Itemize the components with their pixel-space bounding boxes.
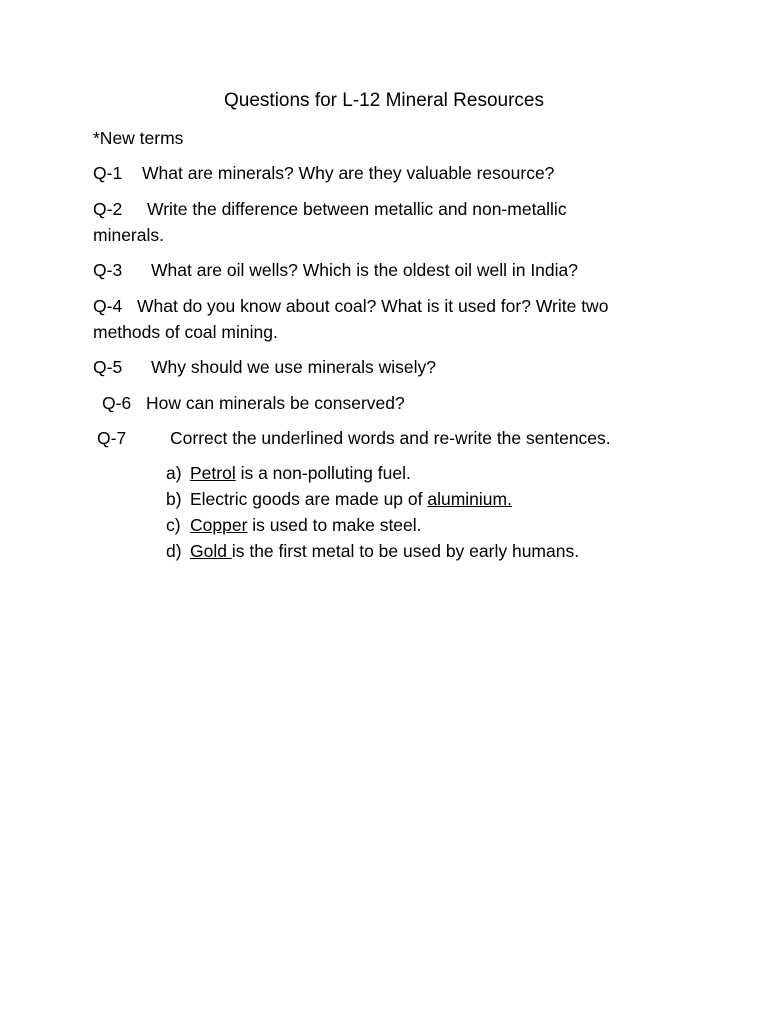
- question-text: What are minerals? Why are they valuable resource?: [142, 163, 555, 183]
- question-text: How can minerals be conserved?: [146, 393, 405, 413]
- question-number: Q-5: [93, 357, 123, 377]
- underlined-word: Copper: [190, 515, 248, 535]
- question-number: Q-3: [93, 260, 123, 280]
- question-7: [97, 426, 611, 451]
- question-1: [93, 161, 554, 186]
- item-text-after: is a non-polluting fuel.: [235, 463, 411, 483]
- question-3: [93, 258, 578, 283]
- question-2: [93, 197, 567, 222]
- question-number: Q-4: [93, 296, 123, 316]
- list-item: [166, 538, 579, 564]
- question-4-continuation: methods of coal mining.: [93, 322, 278, 342]
- question-number: Q-1: [93, 163, 123, 183]
- page-title: Questions for L-12 Mineral Resources: [224, 90, 544, 111]
- list-letter: b): [166, 489, 182, 509]
- underlined-word: Gold: [190, 541, 232, 561]
- new-terms-label: *New terms: [93, 128, 184, 148]
- question-text: What are oil wells? Which is the oldest oil well in India?: [151, 260, 578, 280]
- question-6: [102, 391, 405, 416]
- list-letter: a): [166, 463, 182, 483]
- question-number: Q-7: [97, 428, 127, 448]
- question-text: Write the difference between metallic and non-metallic: [147, 199, 567, 219]
- question-text: Why should we use minerals wisely?: [151, 357, 436, 377]
- list-item: [166, 486, 579, 512]
- question-5: [93, 355, 436, 380]
- list-letter: c): [166, 515, 181, 535]
- question-2-continuation: minerals.: [93, 225, 164, 245]
- correction-list: [166, 460, 579, 564]
- list-item: [166, 460, 579, 486]
- item-text-before: Electric goods are made up of: [190, 489, 428, 509]
- question-number: Q-6: [102, 393, 132, 413]
- question-4: [93, 294, 608, 319]
- underlined-word: aluminium.: [427, 489, 512, 509]
- question-text: What do you know about coal? What is it used for? Write two: [137, 296, 609, 316]
- list-letter: d): [166, 541, 182, 561]
- question-text: Correct the underlined words and re-write the sentences.: [170, 428, 611, 448]
- item-text-after: is the first metal to be used by early humans.: [231, 541, 580, 561]
- list-item: [166, 512, 579, 538]
- question-number: Q-2: [93, 199, 123, 219]
- underlined-word: Petrol: [190, 463, 236, 483]
- item-text-after: is used to make steel.: [247, 515, 422, 535]
